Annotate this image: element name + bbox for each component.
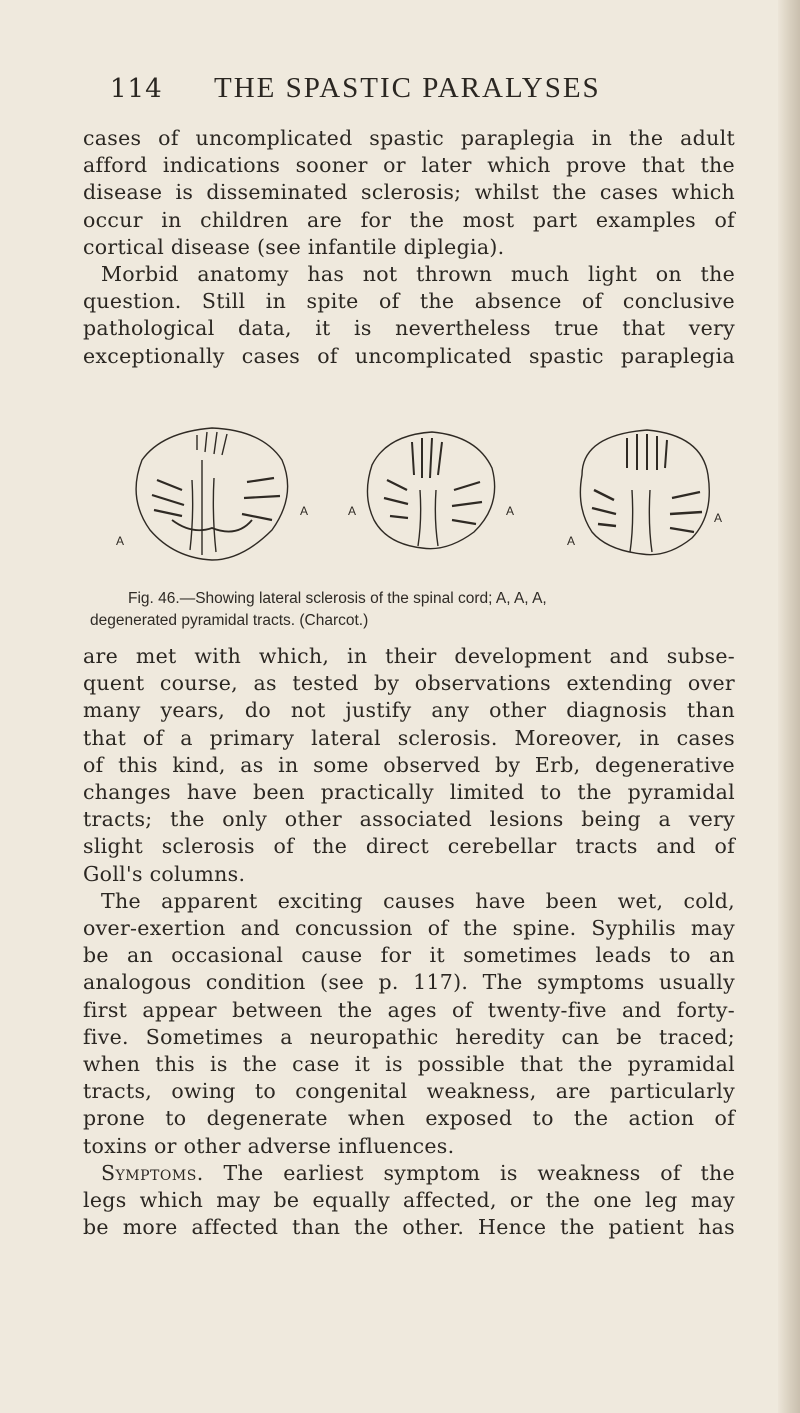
label-a-6: A: [714, 511, 723, 525]
text-line: analogous condition (see p. 117). The symptoms usually: [83, 970, 735, 995]
text-line: slight sclerosis of the direct cerebellar tracts and of: [83, 834, 735, 859]
text-line: toxins or other adverse influences.: [83, 1133, 455, 1158]
text-line: be an occasional cause for it sometimes leads to an: [83, 943, 735, 968]
text-line: cases of uncomplicated spastic paraplegia in the adult: [83, 126, 735, 150]
label-a-1: A: [116, 534, 125, 548]
text-line: first appear between the ages of twenty-five and forty-: [83, 997, 735, 1022]
text-line: pathological data, it is nevertheless true that very: [83, 316, 735, 341]
figure-caption: [90, 588, 730, 632]
text-line: disease is disseminated sclerosis; whilst the cases which: [83, 180, 735, 205]
text-line: five. Sometimes a neuropathic heredity can be traced;: [83, 1024, 735, 1049]
cord-section-3: [580, 430, 709, 555]
text-line: Morbid anatomy has not thrown much light on the: [101, 262, 735, 287]
text-line: Goll's columns.: [83, 861, 246, 886]
text-line: cortical disease (see infantile diplegia).: [83, 234, 505, 259]
text-line: are met with which, in their development and subse-: [83, 644, 735, 668]
page-number: 114: [110, 74, 163, 104]
symptoms-line: [83, 1160, 735, 1187]
symptoms-heading: Symptoms.: [101, 1160, 204, 1185]
cord-section-1: [136, 428, 288, 560]
page-edge-shadow: [778, 0, 800, 1413]
text-line: tracts, owing to congenital weakness, are particularly: [83, 1079, 735, 1104]
symptoms-text: The earliest symptom is weakness of the: [203, 1160, 735, 1185]
text-line: afford indications sooner or later which prove that the: [83, 153, 735, 178]
caption-line: degenerated pyramidal tracts. (Charcot.): [90, 612, 369, 629]
page-header: [110, 70, 730, 114]
label-a-4: A: [506, 504, 515, 518]
spinal-cord-figure: [102, 420, 742, 580]
text-line: occur in children are for the most part examples of: [83, 207, 735, 232]
text-line: The apparent exciting causes have been wet, cold,: [101, 888, 735, 913]
cord-section-2: [367, 432, 494, 549]
label-a-2: A: [300, 504, 309, 518]
text-line: over-exertion and concussion of the spine. Syphilis may: [83, 916, 735, 941]
text-line: prone to degenerate when exposed to the action of: [83, 1106, 735, 1131]
label-a-3: A: [348, 504, 357, 518]
text-line: legs which may be equally affected, or the one leg may: [83, 1188, 735, 1213]
text-line: tracts; the only other associated lesions being a very: [83, 807, 735, 832]
text-line: be more affected than the other. Hence the patient has: [83, 1215, 735, 1240]
text-line: that of a primary lateral sclerosis. Moreover, in cases: [83, 725, 735, 750]
paragraph-block-1: [83, 125, 735, 370]
text-line: of this kind, as in some observed by Erb, degenerative: [83, 752, 735, 777]
text-line: changes have been practically limited to the pyramidal: [83, 780, 735, 805]
paragraph-block-2: [83, 643, 735, 1241]
text-line: exceptionally cases of uncomplicated spastic paraplegia: [83, 343, 735, 368]
text-line: question. Still in spite of the absence of conclusive: [83, 289, 735, 314]
text-line: many years, do not justify any other diagnosis than: [83, 698, 735, 723]
caption-line: Fig. 46.—Showing lateral sclerosis of the spinal cord; A, A, A,: [128, 590, 547, 607]
label-a-5: A: [567, 534, 576, 548]
text-line: when this is the case it is possible that the pyramidal: [83, 1052, 735, 1077]
text-line: quent course, as tested by observations extending over: [83, 671, 735, 696]
running-head: THE SPASTIC PARALYSES: [214, 72, 601, 104]
spinal-cord-illustration: [102, 420, 742, 580]
